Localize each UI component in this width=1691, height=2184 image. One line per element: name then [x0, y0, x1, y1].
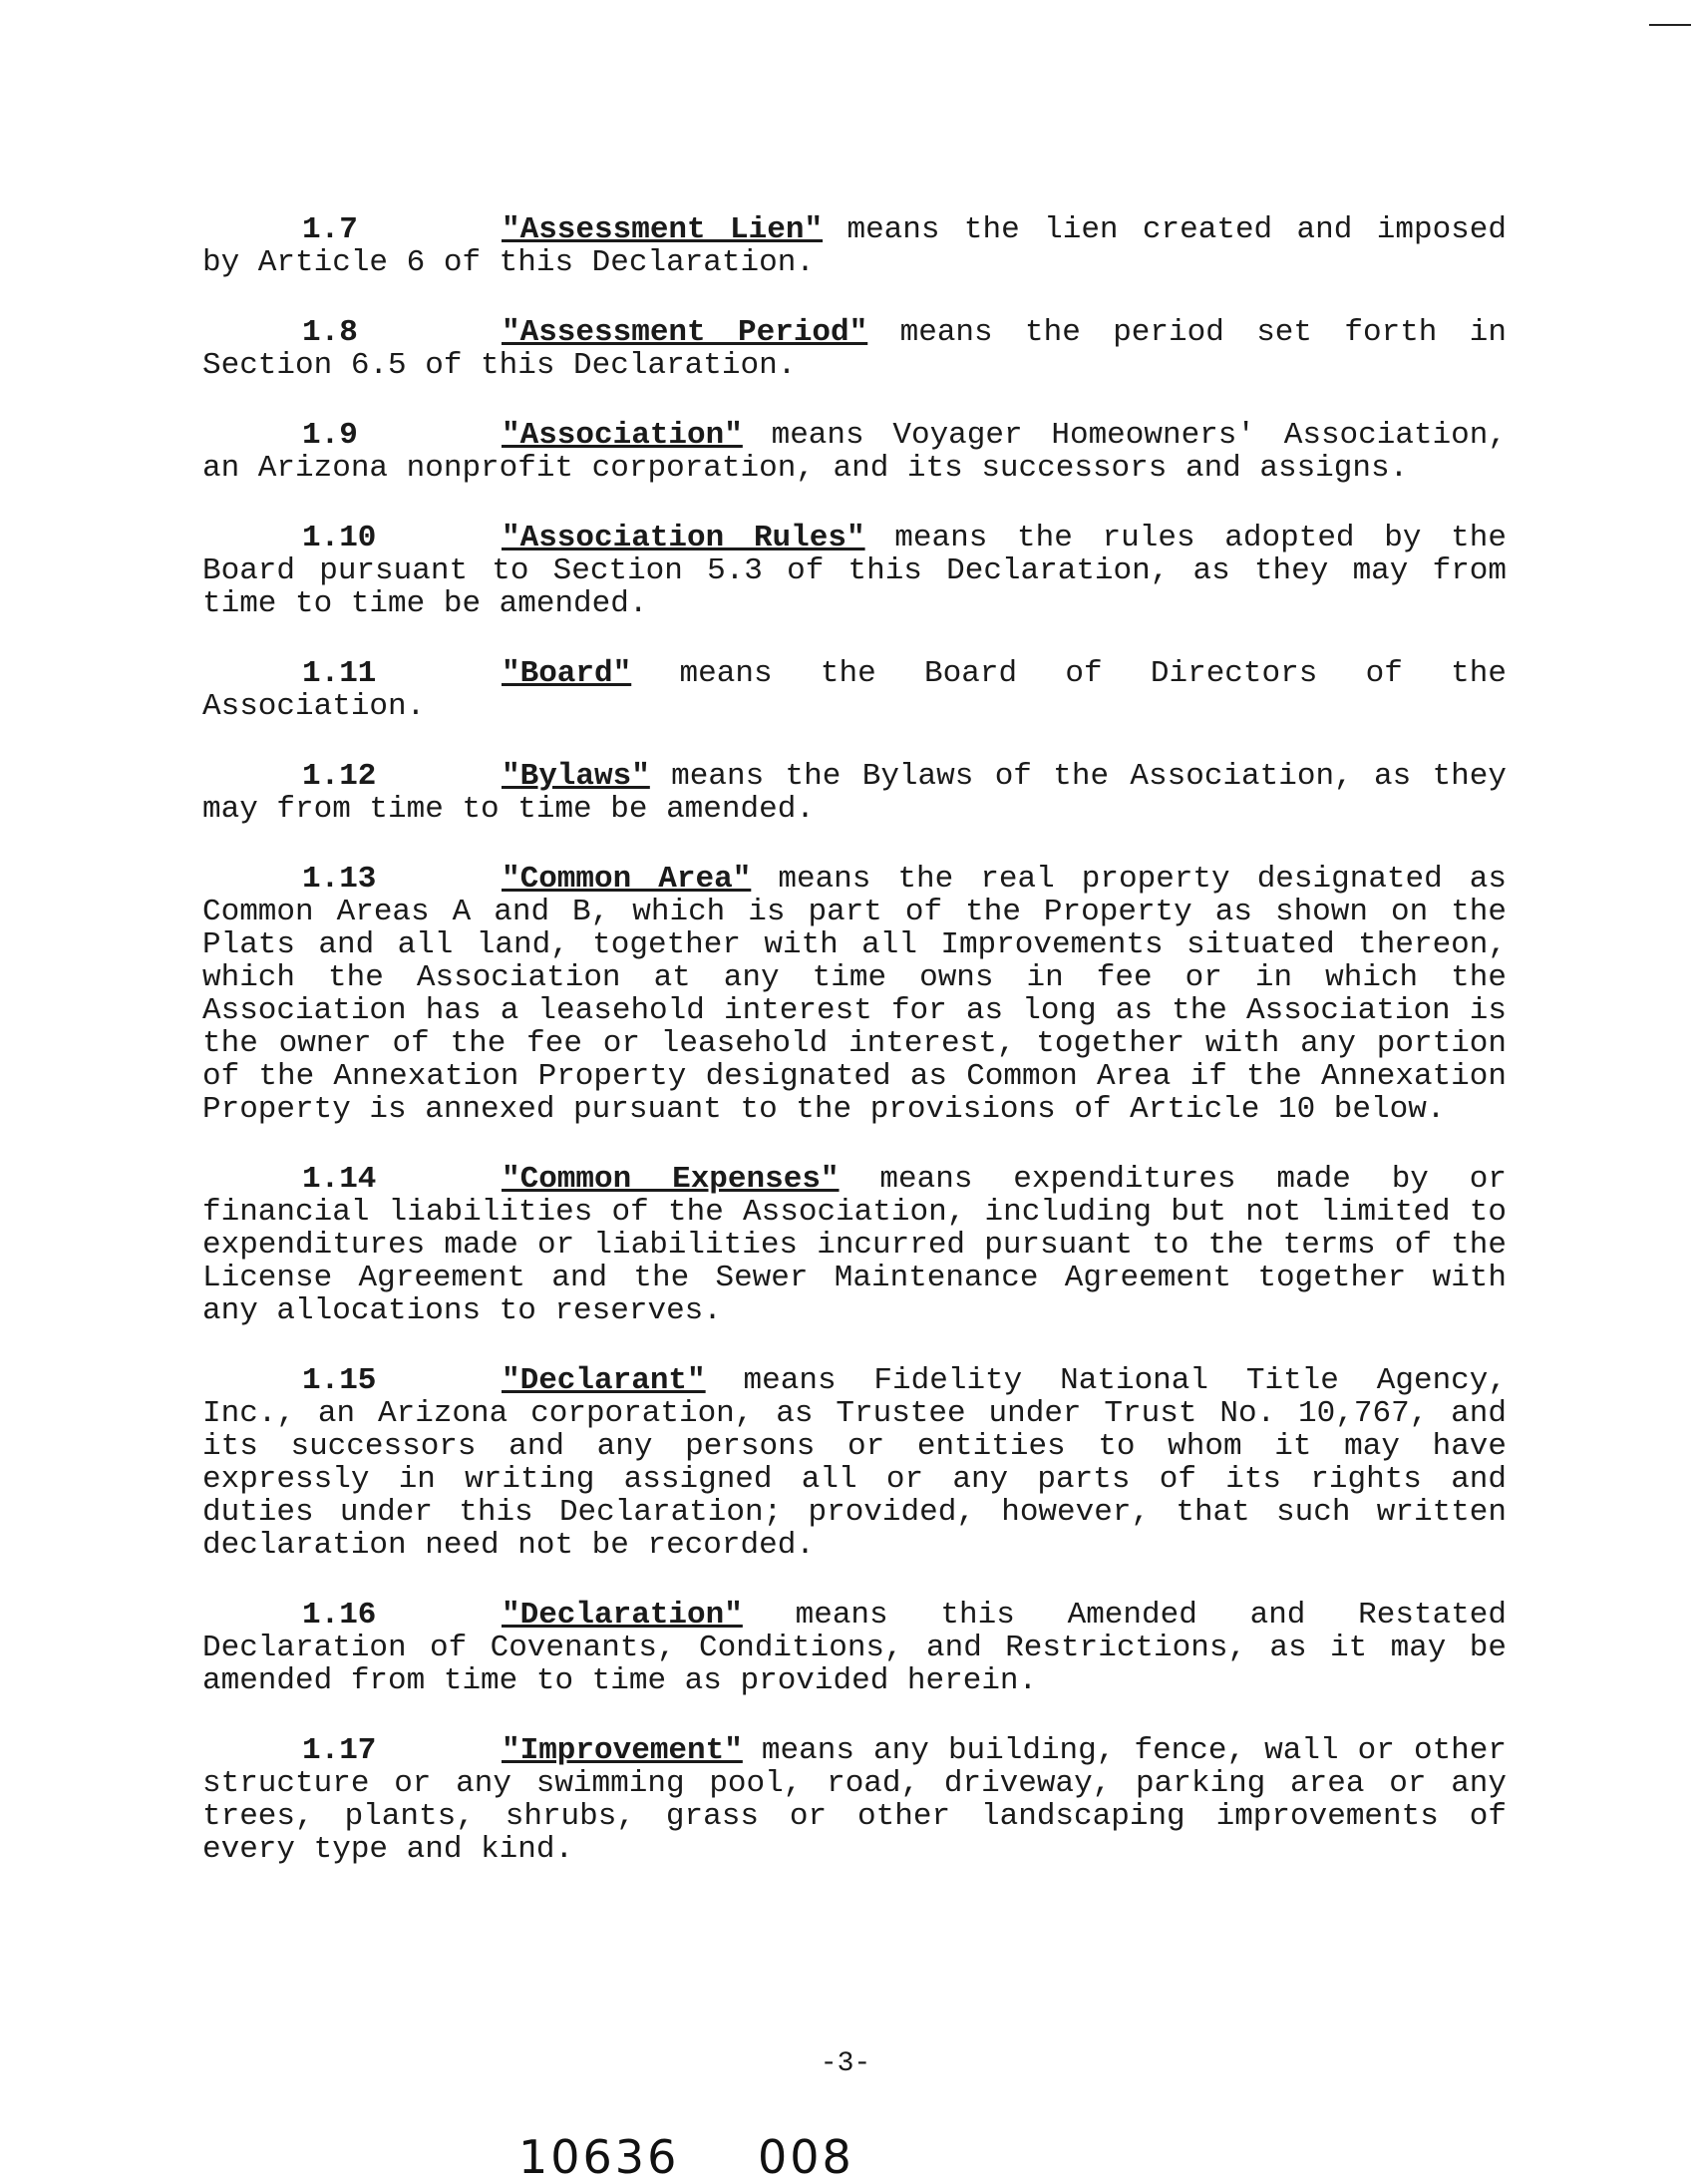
- definition-text: means the Board of Directors of the Association.: [202, 656, 1507, 724]
- section-number: 1.12: [302, 759, 377, 794]
- definition-text: means any building, fence, wall or other structure or any swimming pool, road, driveway, parking area or any trees, plants, shrubs, grass or other landscaping improvements of every type and kind.: [202, 1733, 1507, 1867]
- section-number: 1.16: [302, 1598, 377, 1633]
- defined-term: "Declaration": [502, 1598, 743, 1633]
- definition-1-8: [202, 316, 1507, 382]
- definition-1-13: [202, 863, 1507, 1126]
- definition-text: means the rules adopted by the Board pursuant to Section 5.3 of this Declaration, as they may from time to time be amended.: [202, 521, 1507, 621]
- defined-term: "Improvement": [502, 1733, 743, 1768]
- recording-book-stamp: 10636: [518, 2130, 680, 2184]
- defined-term: "Declarant": [502, 1363, 706, 1398]
- section-number: 1.10: [302, 521, 377, 555]
- section-number: 1.9: [302, 418, 358, 453]
- defined-term: "Board": [502, 656, 632, 691]
- definition-text: means the period set forth in Section 6.5 of this Declaration.: [202, 315, 1507, 383]
- page-number: -3-: [820, 2048, 871, 2079]
- definition-text: means the lien created and imposed by Article 6 of this Declaration.: [202, 212, 1507, 280]
- defined-term: "Association Rules": [502, 521, 865, 555]
- definition-1-15: [202, 1364, 1507, 1562]
- section-number: 1.17: [302, 1733, 377, 1768]
- definition-text: means the Bylaws of the Association, as they may from time to time be amended.: [202, 759, 1507, 827]
- defined-term: "Assessment Lien": [502, 212, 824, 247]
- definition-1-14: [202, 1163, 1507, 1327]
- section-number: 1.11: [302, 656, 377, 691]
- definition-text: means the real property designated as Common Areas A and B, which is part of the Property as shown on the Plats and all land, together with all Improvements situated thereon, which the Association at any time owns in fee or in which the Association has a leasehold interest for as long as the Association is the owner of the fee or leasehold interest, together with any portion of the Annexation Property designated as Common Area if the Annexation Property is annexed pursuant to the provisions of Article 10 below.: [202, 862, 1507, 1127]
- definition-1-10: [202, 522, 1507, 620]
- recording-page-stamp: 008: [758, 2130, 854, 2184]
- definition-1-7: [202, 213, 1507, 279]
- defined-term: "Common Expenses": [502, 1162, 840, 1197]
- corner-scan-mark: [1649, 24, 1691, 26]
- definition-text: means expenditures made by or financial liabilities of the Association, including but not limited to expenditures made or liabilities incurred pursuant to the terms of the License Agreement and the Sewer Maintenance Agreement together with any allocations to reserves.: [202, 1162, 1507, 1328]
- definition-text: means Fidelity National Title Agency, Inc., an Arizona corporation, as Trustee under Trust No. 10,767, and its successors and any persons or entities to whom it may have expressly in writing assigned all or any parts of its rights and duties under this Declaration; provided, however, that such written declaration need not be recorded.: [202, 1363, 1507, 1563]
- definition-1-11: [202, 657, 1507, 723]
- definition-1-16: [202, 1599, 1507, 1697]
- section-number: 1.15: [302, 1363, 377, 1398]
- definition-1-12: [202, 760, 1507, 826]
- section-number: 1.13: [302, 862, 377, 897]
- defined-term: "Common Area": [502, 862, 752, 897]
- defined-term: "Assessment Period": [502, 315, 868, 350]
- section-number: 1.8: [302, 315, 358, 350]
- section-number: 1.14: [302, 1162, 377, 1197]
- definition-text: means this Amended and Restated Declaration of Covenants, Conditions, and Restrictions, as it may be amended from time to time as provided herein.: [202, 1598, 1507, 1698]
- defined-term: "Association": [502, 418, 743, 453]
- definition-1-9: [202, 419, 1507, 485]
- section-number: 1.7: [302, 212, 358, 247]
- definition-1-17: [202, 1734, 1507, 1866]
- definition-text: means Voyager Homeowners' Association, an Arizona nonprofit corporation, and its successors and assigns.: [202, 418, 1507, 486]
- definitions-section: [202, 213, 1507, 1903]
- defined-term: "Bylaws": [502, 759, 650, 794]
